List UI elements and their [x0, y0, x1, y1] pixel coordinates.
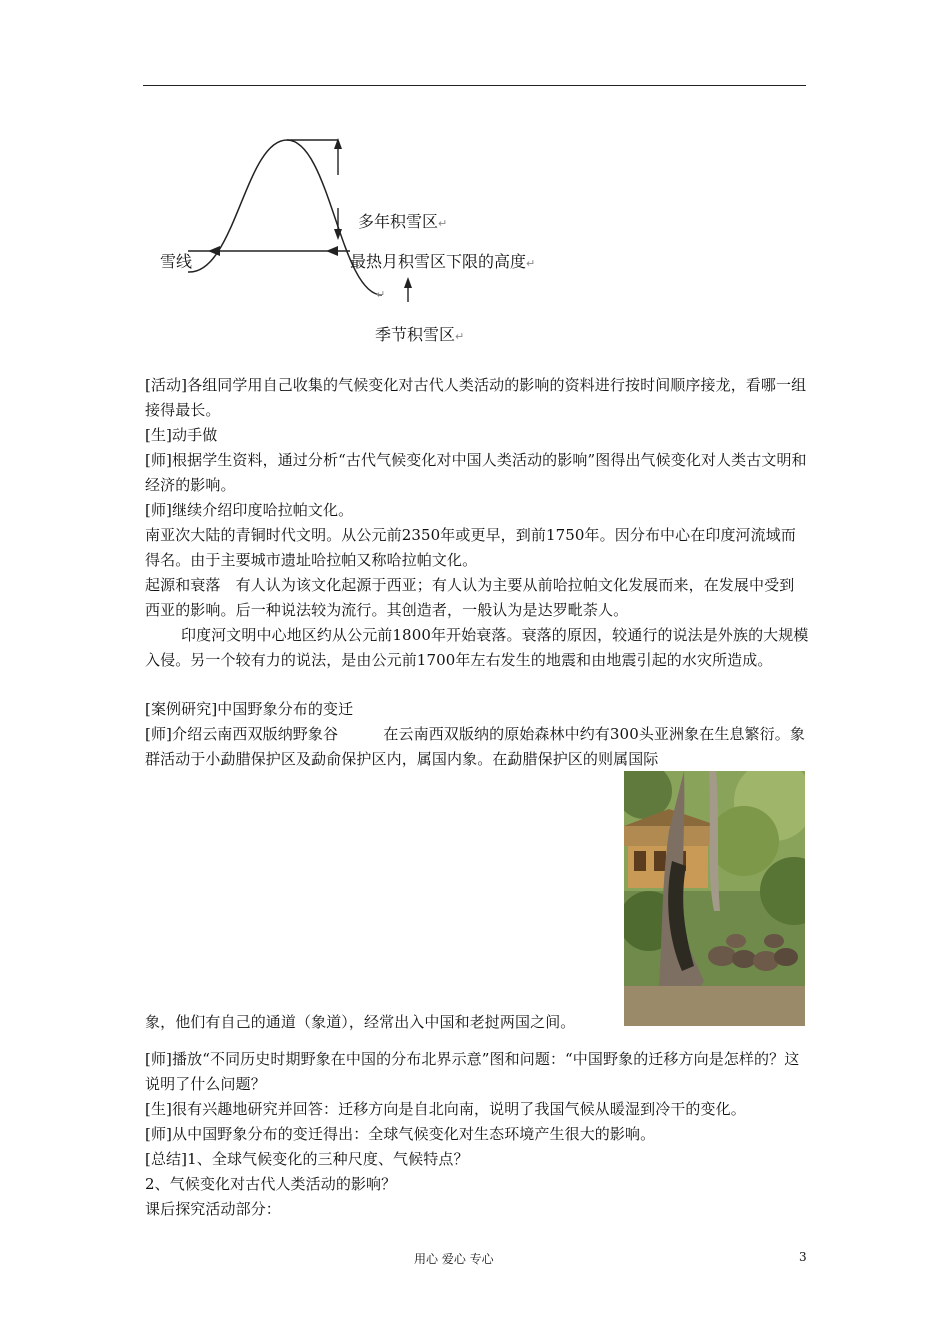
paragraph-case-study: [案例研究]中国野象分布的变迁: [145, 700, 354, 718]
paragraph-student-2: [生]很有兴趣地研究并回答：迁移方向是自北向南，说明了我国气候从暖湿到冷干的变化。: [145, 1100, 746, 1118]
seasonal-snow-label: 季节积雪区↵: [375, 325, 465, 344]
paragraph-teacher-4: [师]从中国野象分布的变迁得出：全球气候变化对生态环境产生很大的影响。: [145, 1125, 656, 1143]
warmest-month-label: 最热月积雪区下限的高度↵: [350, 252, 536, 271]
snowline-label: 雪线: [160, 252, 193, 271]
paragraph-summary-2: 2、气候变化对古代人类活动的影响？: [145, 1175, 397, 1193]
footer-motto: 用心 爱心 专心: [414, 1252, 494, 1266]
paragraph-elephant-valley: [师]介绍云南西双版纳野象谷 在云南西双版纳的原始森林中约有300头亚洲象在生息繁衍。象 群活动于小勐腊保护区及勐俞保护区内，属国内象。在勐腊保护区的则属国际: [145, 725, 836, 768]
paragraph-teacher-2: [师]继续介绍印度哈拉帕文化。: [145, 501, 354, 519]
header-rule: [143, 85, 806, 86]
paragraph-harappa-origin: 起源和衰落 有人认为该文化起源于西亚；有人认为主要从前哈拉帕文化发展而来，在发展中受到西亚的影响。后一种说法较为流行。其创造者，一般认为是达罗毗荼人。: [145, 576, 795, 619]
paragraph-student-1: [生]动手做: [145, 426, 218, 444]
paragraph-summary-1: [总结]1、全球气候变化的三种尺度、气候特点？: [145, 1150, 469, 1168]
paragraph-harappa-intro: 南亚次大陆的青铜时代文明。从公元前2350年或更早，到前1750年。因分布中心在印度河流域而得名。由于主要城市遗址哈拉帕又称哈拉帕文化。: [145, 526, 796, 569]
elephant-valley-photo: [624, 771, 805, 1026]
paragraph-activity: [活动]各组同学用自己收集的气候变化对古代人类活动的影响的资料进行按时间顺序接龙，看哪一组接得最长。: [145, 376, 807, 419]
paragraph-teacher-1: [师]根据学生资料，通过分析“古代气候变化对中国人类活动的影响”图得出气候变化对人类古文明和经济的影响。: [145, 451, 807, 494]
snowline-diagram: [150, 125, 560, 355]
paragraph-teacher-3: [师]播放“不同历史时期野象在中国的分布北界示意”图和问题：“中国野象的迁移方向是怎样的？这说明了什么问题？: [145, 1050, 800, 1093]
paragraph-harappa-decline: 印度河文明中心地区约从公元前1800年开始衰落。衰落的原因，较通行的说法是外族的大规模入侵。另一个较有力的说法，是由公元前1700年左右发生的地震和由地震引起的水灾所造成。: [145, 626, 809, 669]
perennial-snow-label: 多年积雪区↵: [358, 212, 448, 231]
page-number: 3: [799, 1250, 807, 1264]
paragraph-elephant-corridor: 象，他们有自己的通道（象道），经常出入中国和老挝两国之间。: [145, 1013, 576, 1031]
snowline-curve-graphic: [150, 125, 560, 355]
paragraph-after-class: 课后探究活动部分：: [145, 1200, 281, 1218]
return-mark: ↵: [376, 288, 386, 301]
